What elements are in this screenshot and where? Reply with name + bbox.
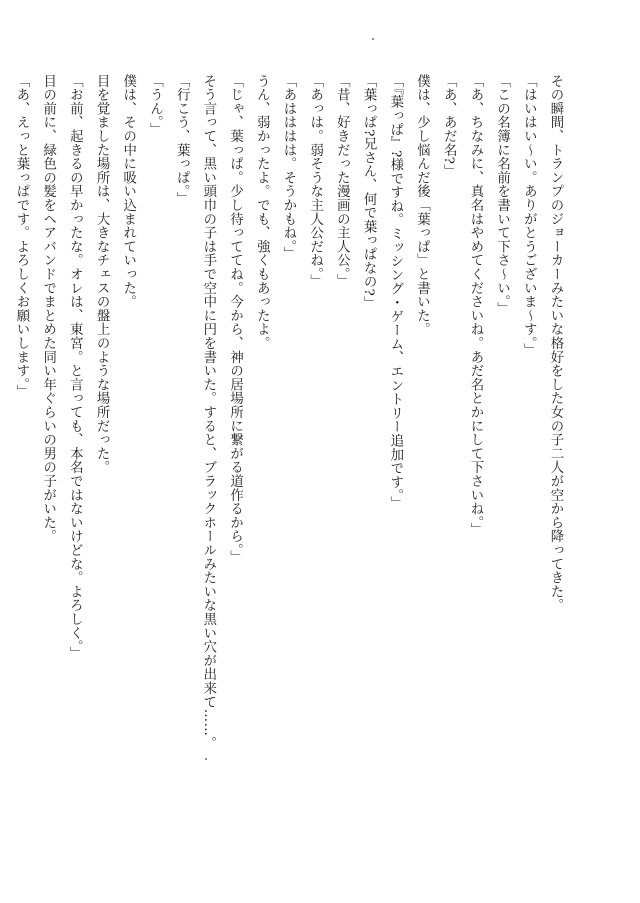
text-line: そう言って、黒い頭巾の子は手で空中に円を書いた。すると、ブラックホールみたいな黒い穴が出来て……。: [200, 74, 216, 751]
text-line: 「あ、ちなみに、真名はやめてくださいね。あだ名とかにして下さいね。」: [467, 74, 483, 537]
text-line: 「昔、好きだった漫画の主人公。」: [334, 74, 350, 289]
text-line: 僕は、その中に吸い込まれていった。: [120, 74, 136, 309]
paper-speck: [372, 38, 374, 40]
text-line: 「この名簿に名前を書いて下さ〜い。」: [494, 74, 510, 316]
text-line: 「じゃ、葉っぱ。少し待っててね。今から、神の居場所に繋がる道作るから。」: [227, 74, 243, 565]
text-line: 「あっは。弱そうな主人公だね。」: [307, 74, 323, 289]
text-line: 目の前に、緑色の髪をヘアバンドでまとめた同い年ぐらいの男の子がいた。: [40, 74, 56, 544]
text-line: 「あ、あだ名?」: [441, 74, 457, 179]
vertical-text-body: [7, 74, 568, 751]
text-line: 「はいはい〜い。ありがとうございま〜す。」: [521, 74, 537, 358]
text-line: 「お前、起きるの早かったな。オレは、東宮。と言っても、本名ではないけどな。よろしく。」: [67, 74, 83, 661]
text-line: その瞬間、トランプのジョーカーみたいな格好をした女の子二人が空から降ってきた。: [548, 74, 563, 613]
text-line: 「行こう、葉っぱ。」: [174, 74, 190, 206]
text-line: 「『葉っぱ』?様ですね。ミッシング・ゲーム、エントリー追加です。」: [387, 74, 403, 510]
text-line: 「うん。」: [147, 74, 163, 137]
paper-speck: [205, 758, 207, 760]
text-line: 僕は、少し悩んだ後「葉っぱ」と書いた。: [414, 74, 430, 337]
text-line: 目を覚ました場所は、大きなチェスの盤上のような場所だった。: [94, 74, 110, 475]
text-line: 「葉っぱ?兄さん、何で葉っぱなの?」: [361, 74, 377, 310]
text-line: 「あはははは。そうかもね。」: [280, 74, 296, 261]
text-line: うん、弱かったよ。でも、強くもあったよ。: [254, 74, 270, 350]
text-line: 「あ、えっと葉っぱです。よろしくお願いします。」: [13, 74, 29, 399]
